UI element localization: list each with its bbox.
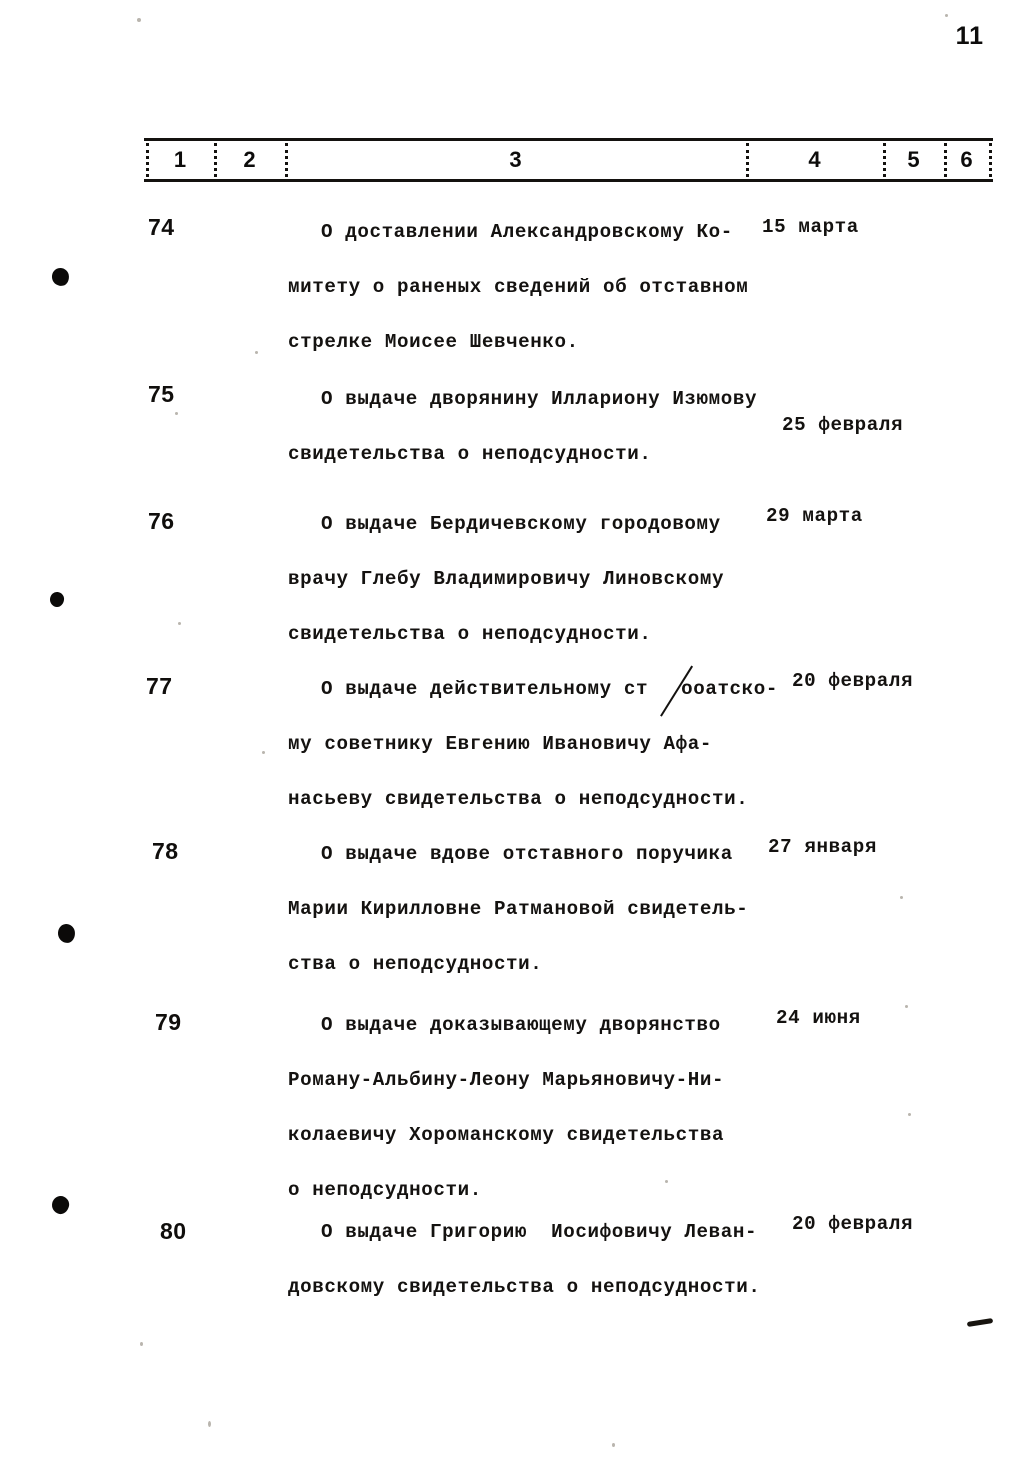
- entry-number: 75: [148, 381, 175, 407]
- entry-line: свидетельства о неподсудности.: [288, 443, 652, 465]
- entry-line: О выдаче вдове отставного поручика: [321, 843, 733, 865]
- entry-line: Роману-Альбину-Леону Марьяновичу-Ни-: [288, 1069, 725, 1091]
- struck-over-characters: оо: [648, 662, 705, 717]
- entry-line: довскому свидетельства о неподсудности.: [288, 1276, 761, 1298]
- scan-speck: [175, 412, 178, 415]
- scan-speck: [900, 896, 903, 899]
- scan-speck: [905, 1005, 908, 1008]
- bottom-edge-tick-mark: [967, 1318, 993, 1327]
- scan-speck: [255, 351, 258, 354]
- entry-body: [288, 372, 848, 482]
- column-header-cell-3: 3: [509, 147, 522, 172]
- entry-line: О выдаче Бердичевскому городовому: [321, 513, 721, 535]
- entry-line: О выдаче Григорию Иосифовичу Леван-: [321, 1221, 758, 1243]
- margin-punch-mark: [49, 591, 65, 608]
- entry-date: 25 февраля: [782, 414, 904, 436]
- entry-line: ства о неподсудности.: [288, 953, 543, 975]
- entry-body: [288, 827, 848, 992]
- entry-line: о неподсудности.: [288, 1179, 482, 1201]
- scan-speck: [262, 751, 265, 754]
- margin-punch-mark: [50, 1194, 71, 1216]
- entry-line-tail: атско-: [705, 678, 779, 700]
- entry-date: 20 февраля: [792, 670, 914, 692]
- scan-speck: [612, 1443, 615, 1447]
- entry-line: митету о раненых сведений об отставном: [288, 276, 749, 298]
- entry-line: стрелке Моисее Шевченко.: [288, 331, 579, 353]
- entry-number: 80: [160, 1218, 187, 1244]
- entry-date: 27 января: [768, 836, 878, 858]
- entry-date: 24 июня: [776, 1007, 861, 1029]
- entry-body: [288, 1205, 848, 1315]
- entry-line: насьеву свидетельства о неподсудности.: [288, 788, 749, 810]
- entry-number: 79: [155, 1009, 182, 1035]
- entry-number: 77: [146, 673, 173, 699]
- scan-speck: [665, 1180, 668, 1183]
- entry-line: О выдаче доказывающему дворянство: [321, 1014, 721, 1036]
- entry-line: [288, 662, 848, 717]
- column-header-cell-5: 5: [907, 147, 920, 172]
- entry-body: [288, 998, 848, 1218]
- entry-line: врачу Глебу Владимировичу Линовскому: [288, 568, 725, 590]
- entry-body: [288, 662, 848, 827]
- scan-speck: [137, 18, 141, 22]
- scan-speck: [178, 622, 181, 625]
- scan-speck: [208, 1421, 211, 1427]
- scan-speck: [140, 1342, 143, 1346]
- entry-line: О доставлении Александровскому Ко-: [321, 221, 733, 243]
- page-number: 11: [955, 22, 984, 50]
- entry-body: [288, 497, 848, 662]
- entry-line-head: О выдаче действительному ст: [321, 678, 649, 700]
- scan-speck: [945, 14, 948, 17]
- entry-line: свидетельства о неподсудности.: [288, 623, 652, 645]
- entry-line: колаевичу Хороманскому свидетельства: [288, 1124, 725, 1146]
- margin-punch-mark: [50, 266, 70, 287]
- table-rule-right: [989, 143, 992, 177]
- column-header-cell-2: 2: [243, 147, 256, 172]
- column-header-table: [144, 138, 993, 182]
- entry-line: О выдаче дворянину Иллариону Изюмову: [321, 388, 758, 410]
- entry-date: 15 марта: [762, 216, 859, 238]
- margin-punch-mark: [57, 923, 76, 944]
- entry-date: 20 февраля: [792, 1213, 914, 1235]
- entry-date: 29 марта: [766, 505, 863, 527]
- column-header-cell-6: 6: [960, 147, 973, 172]
- column-header-cell-1: 1: [173, 147, 187, 172]
- entry-number: 74: [148, 214, 175, 240]
- entry-number: 78: [152, 838, 179, 864]
- entry-number: 76: [148, 508, 175, 534]
- entry-line: му советнику Евгению Ивановичу Афа-: [288, 733, 713, 755]
- scan-speck: [908, 1113, 911, 1116]
- column-header-cell-4: 4: [808, 147, 821, 172]
- entry-line: Марии Кирилловне Ратмановой свидетель-: [288, 898, 749, 920]
